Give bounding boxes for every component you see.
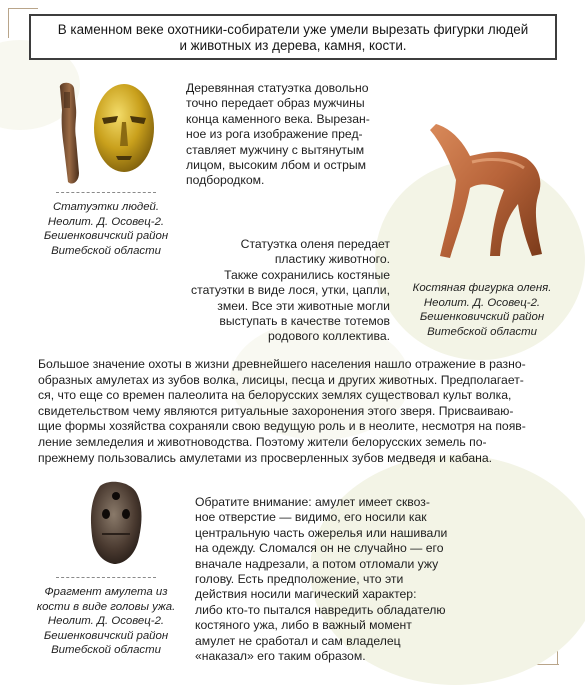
human-statuettes-caption: Статуэтки людей. Неолит. Д. Осовец-2. Бешенковичский район Витебской области [43, 201, 169, 257]
human-statuettes-image [46, 78, 166, 190]
deer-statuette-paragraph: Статуэтка оленя передает пластику животного. Также сохранились костяные статуэтки в виде лося, утки, цапли, змеи. Все эти животные могли выступать в качестве тотемов родового коллектива. [191, 237, 390, 344]
corner-decoration-top-left-v [8, 8, 9, 38]
caption-divider [56, 192, 156, 194]
amulet-paragraph: Обратите внимание: амулет имеет сквоз- ное отверстие — видимо, его носили как центральную часть ожерелья или нашивали на одежду. Сломался он не случайно — его вначале надрезали, а потом отломали ужу голову. Есть предположение, что эти действия носили магический характер: либо кто-то пытался навредить обладателю костяного ужа, либо в важный момент амулет не сработал и сам владелец «наказал» его таким образом. [195, 495, 448, 664]
snake-head-amulet-image [80, 476, 150, 568]
bone-deer-figure-image [426, 118, 550, 268]
amulet-caption: Фрагмент амулета из кости в виде головы ужа. Неолит. Д. Осовец-2. Бешенковичский район Витебской области [36, 586, 176, 657]
header-text: В каменном веке охотники-собиратели уже умели вырезать фигурки людей и животных из дерева, камня, кости. [57, 22, 529, 53]
header-banner [29, 14, 557, 60]
bone-deer-caption: Костяная фигурка оленя. Неолит. Д. Осовец-2. Бешенковичский район Витебской области [412, 282, 552, 338]
caption-divider [56, 577, 156, 579]
wooden-statuette-paragraph: Деревянная статуэтка довольно точно передает образ мужчины конца каменного века. Вырезан- ное из рога изображение пред- ставляет мужчину с вытянутым лицом, высоким лбом и острым подбородком. [186, 81, 370, 188]
corner-decoration-top-left-h [8, 8, 38, 9]
main-text-paragraph: Большое значение охоты в жизни древнейшего населения нашло отражение в разно- образных амулетах из зубов волка, лисицы, песца и других животных. Предполагает- ся, что еще со времен палеолита на белорусских землях существовал культ волка, свидетельством чему являются ритуальные захоронения этого зверя. Присваиваю- щие формы хозяйства сохраняли свою ведущую роль и в неолите, несмотря на появ- ление земледелия и животноводства. Поэтому жители белорусских земель по- прежнему пользовались амулетами из просверленных зубов медведя и кабана. [38, 357, 526, 465]
